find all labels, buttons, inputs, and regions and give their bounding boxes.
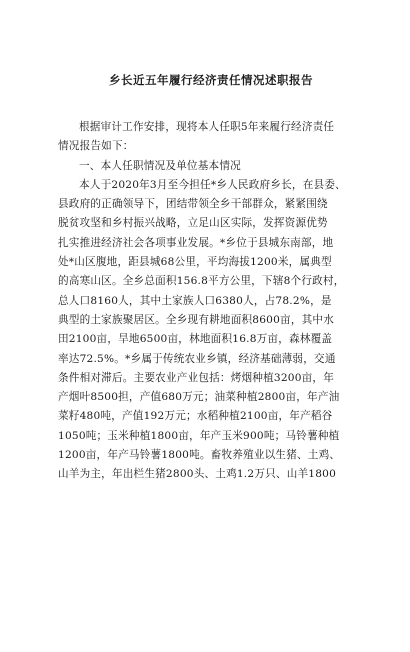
text-line: 县政府的正确领导下，团结带领全乡干部群众，紧紧围绕: [58, 198, 328, 211]
text-line: 根据审计工作安排，现将本人任职5年来履行经济责任: [79, 121, 335, 133]
text-line: 率达72.5%。*乡属于传统农业乡镇，经济基础薄弱，交通: [58, 352, 336, 365]
text-line: 1200亩，年产马铃薯1800吨。畜牧养殖业以生猪、土鸡、: [58, 449, 341, 462]
text-line: 一、本人任职情况及单位基本情况: [79, 159, 241, 172]
text-line: 扎实推进经济社会各项事业发展。*乡位于县城东南部，地: [58, 236, 334, 249]
text-line: 的高寒山区。全乡总面积156.8平方公里，下辖8个行政村，: [58, 275, 345, 288]
document-page: [0, 72, 410, 652]
text-line: 山羊为主，年出栏生猪2800头、土鸡1.2万只、山羊1800: [58, 468, 337, 481]
text-line: 本人于2020年3月至今担任*乡人民政府乡长，在县委、: [79, 178, 346, 191]
text-line: 脱贫攻坚和乡村振兴战略，立足山区实际，发挥资源优势: [58, 217, 328, 230]
text-line: 情况报告如下：: [58, 140, 134, 153]
text-line: 处*山区腹地，距县城68公里，平均海拔1200米，属典型: [58, 256, 332, 269]
text-line: 总人口8160人，其中土家族人口6380人，占78.2%，是: [58, 294, 332, 307]
text-line: 田2100亩，旱地6500亩，林地面积16.8万亩，森林覆盖: [58, 333, 333, 346]
document-title: 乡长近五年履行经济责任情况述职报告: [109, 73, 313, 87]
text-line: 产烟叶8500担，产值680万元；油菜种植2800亩，年产油: [58, 391, 340, 404]
text-line: 典型的土家族聚居区。全乡现有耕地面积8600亩，其中水: [58, 313, 335, 326]
text-line: 菜籽480吨，产值192万元；水稻种植2100亩，年产稻谷: [58, 410, 333, 423]
document-body: [58, 118, 364, 485]
text-line: 条件相对滞后。主要农业产业包括：烤烟种植3200亩，年: [58, 371, 335, 384]
text-line: 1050吨；玉米种植1800亩，年产玉米900吨；马铃薯种植: [58, 429, 340, 442]
